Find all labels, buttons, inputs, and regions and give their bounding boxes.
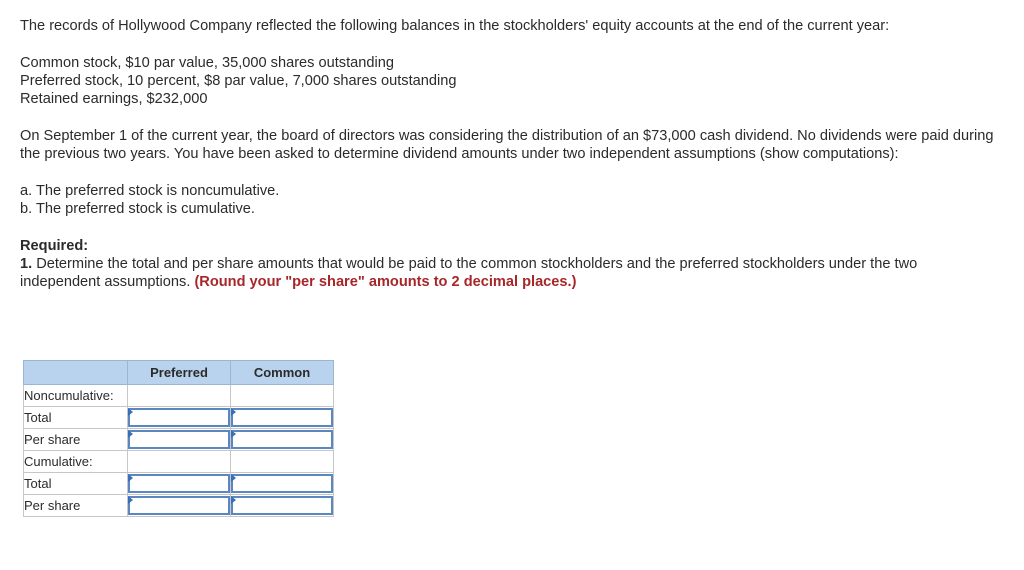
cum-pershare-preferred-cell	[128, 495, 231, 517]
cum-total-common-cell	[231, 473, 334, 495]
header-common: Common	[231, 361, 334, 385]
empty-cell	[231, 385, 334, 407]
header-preferred: Preferred	[128, 361, 231, 385]
assumption-b: b. The preferred stock is cumulative.	[20, 201, 255, 217]
noncum-pershare-common-cell	[231, 429, 334, 451]
input-marker-icon	[128, 474, 133, 482]
required-instruction	[20, 255, 1000, 291]
table-row	[24, 473, 334, 495]
noncum-total-label: Total	[24, 407, 128, 429]
noncum-total-common-input[interactable]	[233, 410, 331, 425]
noncum-total-preferred-input[interactable]	[130, 410, 228, 425]
empty-cell	[128, 385, 231, 407]
table-row	[24, 385, 334, 407]
table-row	[24, 407, 334, 429]
noncum-total-preferred-cell	[128, 407, 231, 429]
noncum-per-share-label: Per share	[24, 429, 128, 451]
input-box	[231, 474, 333, 493]
cum-total-preferred-cell	[128, 473, 231, 495]
cum-per-share-label: Per share	[24, 495, 128, 517]
balance-preferred-stock: Preferred stock, 10 percent, $8 par value, 7,000 shares outstanding	[20, 73, 457, 89]
input-marker-icon	[128, 430, 133, 438]
problem-intro: The records of Hollywood Company reflected the following balances in the stockholders' equity accounts at the end of the current year:	[20, 18, 890, 34]
problem-scenario: On September 1 of the current year, the board of directors was considering the distribution of an $73,000 cash dividend. No dividends were paid during the previous two years. You have been asked to determine dividend amounts under two independent assumptions (show computations):	[20, 128, 994, 162]
input-marker-icon	[231, 430, 236, 438]
input-marker-icon	[128, 496, 133, 504]
required-text: Determine the total and per share amounts that would be paid to the common stockholders and the preferred stockholders under the two independent assumptions.	[20, 256, 918, 290]
input-box	[128, 408, 230, 427]
balances-list	[20, 54, 1000, 108]
cum-pershare-preferred-input[interactable]	[130, 498, 228, 513]
cum-pershare-common-cell	[231, 495, 334, 517]
cum-total-preferred-input[interactable]	[130, 476, 228, 491]
required-heading: Required:	[20, 238, 89, 254]
noncum-total-common-cell	[231, 407, 334, 429]
empty-cell	[231, 451, 334, 473]
input-marker-icon	[231, 408, 236, 416]
cum-pershare-common-input[interactable]	[233, 498, 331, 513]
input-box	[231, 496, 333, 515]
cum-total-label: Total	[24, 473, 128, 495]
table-row	[24, 451, 334, 473]
cum-total-common-input[interactable]	[233, 476, 331, 491]
problem-content	[20, 17, 1000, 291]
input-box	[128, 496, 230, 515]
required-number: 1.	[20, 256, 33, 272]
input-box	[231, 408, 333, 427]
input-box	[128, 474, 230, 493]
input-marker-icon	[128, 408, 133, 416]
rounding-note: (Round your "per share" amounts to 2 decimal places.)	[194, 274, 577, 290]
noncum-pershare-preferred-cell	[128, 429, 231, 451]
input-box	[128, 430, 230, 449]
table-row	[24, 495, 334, 517]
empty-cell	[128, 451, 231, 473]
assumption-a: a. The preferred stock is noncumulative.	[20, 183, 280, 199]
dividend-table	[23, 360, 334, 517]
input-box	[231, 430, 333, 449]
header-corner	[24, 361, 128, 385]
balance-common-stock: Common stock, $10 par value, 35,000 shares outstanding	[20, 55, 394, 71]
table-header-row	[24, 361, 334, 385]
cumulative-label: Cumulative:	[24, 451, 128, 473]
input-marker-icon	[231, 474, 236, 482]
table-row	[24, 429, 334, 451]
noncum-pershare-common-input[interactable]	[233, 432, 331, 447]
noncumulative-label: Noncumulative:	[24, 385, 128, 407]
assumptions-list	[20, 182, 1000, 218]
balance-retained-earnings: Retained earnings, $232,000	[20, 91, 208, 107]
input-marker-icon	[231, 496, 236, 504]
noncum-pershare-preferred-input[interactable]	[130, 432, 228, 447]
